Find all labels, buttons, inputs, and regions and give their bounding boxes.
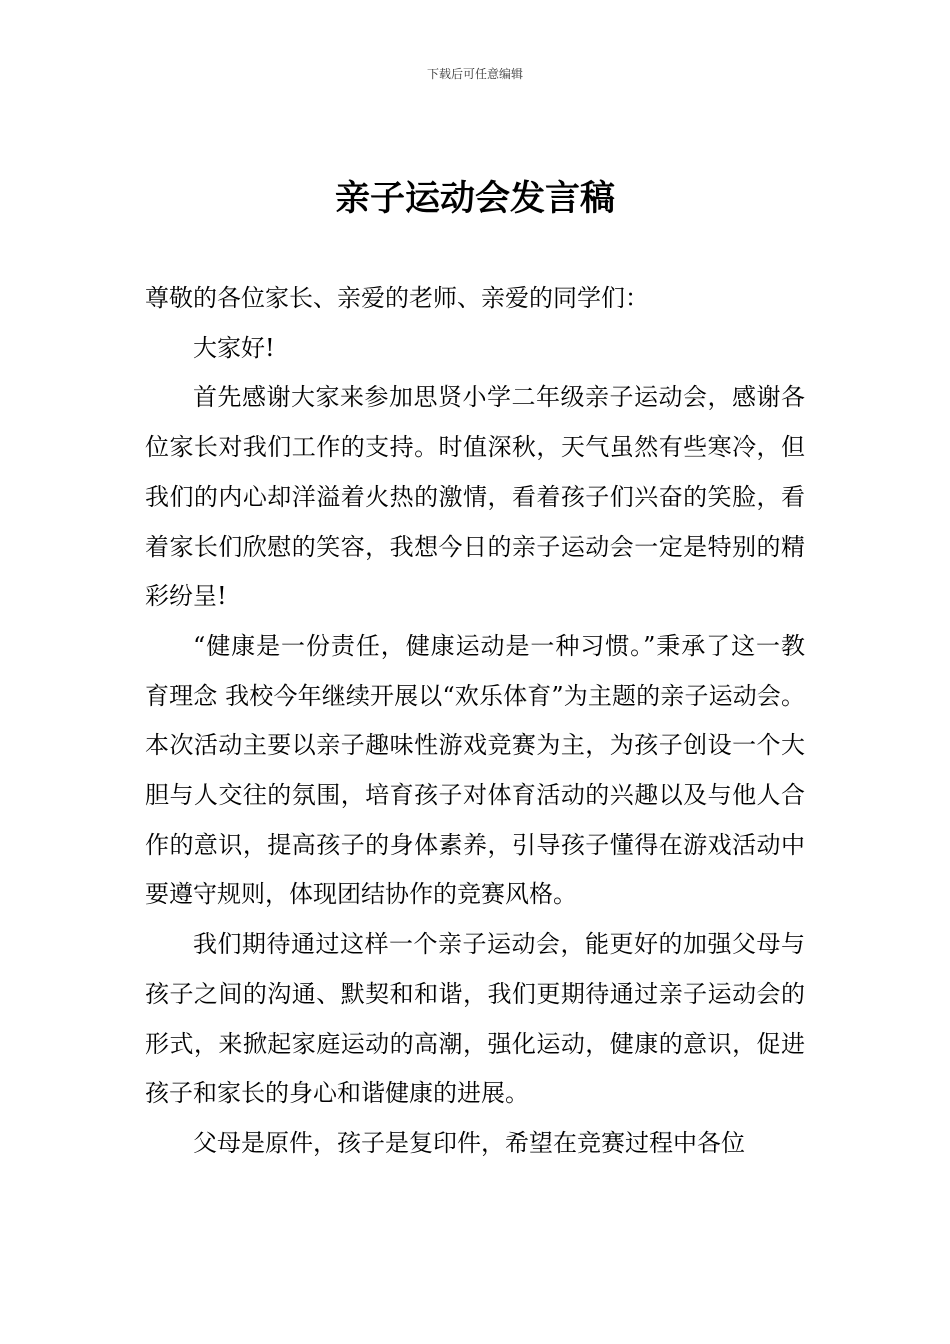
paragraph-theme: “健康是一份责任，健康运动是一种习惯。”秉承了这一教育理念 我校今年继续开展以“欢乐体育”为主题的亲子运动会。本次活动主要以亲子趣味性游戏竞赛为主，为孩子创设一个大胆与人交往的氛围，培育孩子对体育活动的兴趣以及与他人合作的意识，提高孩子的身体素养，引导孩子懂得在游戏活动中要遵守规则，体现团结协作的竞赛风格。 xyxy=(145,631,805,909)
paragraph-thanks: 首先感谢大家来参加思贤小学二年级亲子运动会，感谢各位家长对我们工作的支持。时值深秋，天气虽然有些寒冷，但我们的内心却洋溢着火热的激情，看着孩子们兴奋的笑脸，看着家长们欣慰的笑容，我想今日的亲子运动会一定是特别的精彩纷呈! xyxy=(145,383,805,611)
paragraph-parents: 父母是原件，孩子是复印件，希望在竞赛过程中各位 xyxy=(193,1128,745,1157)
greeting: 大家好! xyxy=(193,333,275,362)
salutation: 尊敬的各位家长、亲爱的老师、亲爱的同学们： xyxy=(145,284,649,312)
document-title: 亲子运动会发言稿 xyxy=(334,179,615,219)
document-body xyxy=(145,274,805,1169)
header-note: 下载后可任意编辑 xyxy=(426,67,523,81)
paragraph-expectation: 我们期待通过这样一个亲子运动会，能更好的加强父母与孩子之间的沟通、默契和和谐，我们更期待通过亲子运动会的形式，来掀起家庭运动的高潮，强化运动，健康的意识，促进孩子和家长的身心和谐健康的进展。 xyxy=(145,930,805,1108)
